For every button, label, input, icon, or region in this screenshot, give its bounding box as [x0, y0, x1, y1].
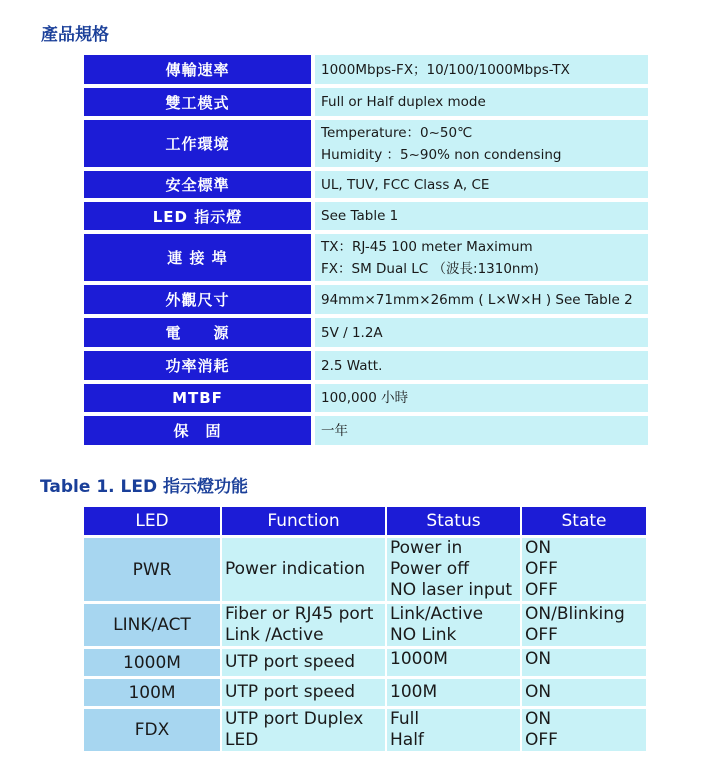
- led-status-line: NO Link: [390, 625, 457, 645]
- header-cell-function: Function: [222, 507, 385, 535]
- led-state: [522, 649, 646, 676]
- led-name: 1000M: [84, 649, 220, 676]
- spec-label: 功率消耗: [84, 351, 311, 380]
- led-status: [387, 679, 520, 706]
- spec-row-mtbf: [84, 384, 648, 412]
- led-function-line: Fiber or RJ45 port: [225, 604, 374, 624]
- spec-row-transfer-rate: [84, 55, 648, 84]
- led-row-pwr: [84, 538, 646, 601]
- spec-row-ports: [84, 234, 648, 281]
- led-function-line: LED: [225, 730, 259, 750]
- led-status: [387, 538, 520, 601]
- led-status-line: Half: [390, 730, 424, 750]
- spec-table: [84, 55, 648, 449]
- led-name: FDX: [84, 709, 220, 751]
- led-row-link-act: [84, 604, 646, 646]
- spec-value-line: TX：RJ-45 100 meter Maximum: [321, 238, 533, 255]
- spec-value: [315, 171, 648, 198]
- spec-value-line: Full or Half duplex mode: [321, 94, 486, 110]
- led-row-1000m: [84, 649, 646, 676]
- spec-label: 電 源: [84, 318, 311, 347]
- led-state-line: OFF: [525, 559, 558, 579]
- led-name: 100M: [84, 679, 220, 706]
- led-row-fdx: [84, 709, 646, 751]
- spec-label: 安全標準: [84, 171, 311, 198]
- led-status-line: Power in: [390, 538, 463, 558]
- spec-value: [315, 384, 648, 412]
- led-function-line: UTP port speed: [225, 652, 356, 672]
- spec-value-line: UL, TUV, FCC Class A, CE: [321, 176, 490, 193]
- spec-label: 連 接 埠: [84, 234, 311, 281]
- spec-label: 外觀尺寸: [84, 285, 311, 314]
- led-name: PWR: [84, 538, 220, 601]
- led-function: [222, 709, 385, 751]
- led-table-title: Table 1. LED 指示燈功能: [40, 477, 249, 497]
- led-table: [84, 507, 646, 751]
- spec-value-line: Temperature：0~50℃: [321, 124, 473, 141]
- spec-value: [315, 55, 648, 84]
- led-state: [522, 709, 646, 751]
- led-function-line: UTP port Duplex: [225, 709, 364, 729]
- header-cell-led: LED: [84, 507, 220, 535]
- led-state-line: ON: [525, 682, 552, 702]
- header-cell-status: Status: [387, 507, 520, 535]
- led-status: [387, 709, 520, 751]
- spec-value-line: 5V / 1.2A: [321, 324, 383, 341]
- led-function: [222, 679, 385, 706]
- led-state-line: OFF: [525, 730, 558, 750]
- spec-value: [315, 416, 648, 445]
- led-row-100m: [84, 679, 646, 706]
- spec-value-line: 1000Mbps-FX；10/100/1000Mbps-TX: [321, 61, 570, 78]
- spec-value: [315, 120, 648, 167]
- led-status-line: Full: [390, 709, 420, 729]
- led-function-line: Link /Active: [225, 625, 324, 645]
- led-state-line: ON/Blinking: [525, 604, 625, 624]
- spec-row-led: [84, 202, 648, 230]
- spec-row-power: [84, 318, 648, 347]
- led-function: [222, 649, 385, 676]
- spec-value: [315, 202, 648, 230]
- led-function: [222, 538, 385, 601]
- spec-value: [315, 318, 648, 347]
- spec-value-line: 100,000 小時: [321, 390, 409, 406]
- spec-value: [315, 285, 648, 314]
- spec-section-title: 產品規格: [41, 25, 109, 45]
- header-cell-state: State: [522, 507, 646, 535]
- led-status-line: NO laser input: [390, 580, 513, 600]
- led-status-line: Power off: [390, 559, 469, 579]
- spec-value-line: 2.5 Watt.: [321, 357, 383, 374]
- spec-label: LED 指示燈: [84, 202, 311, 230]
- spec-value: [315, 351, 648, 380]
- led-state: [522, 538, 646, 601]
- spec-label: 雙工模式: [84, 88, 311, 116]
- spec-value-line: Humidity ：5~90% non condensing: [321, 146, 562, 163]
- spec-value: [315, 88, 648, 116]
- led-state-line: ON: [525, 649, 552, 669]
- spec-value-line: See Table 1: [321, 208, 399, 224]
- led-status-line: Link/Active: [390, 604, 484, 624]
- spec-value: [315, 234, 648, 281]
- spec-value-line: 94mm×71mm×26mm ( L×W×H ) See Table 2: [321, 291, 633, 308]
- led-function: [222, 604, 385, 646]
- spec-label: 傳輸速率: [84, 55, 311, 84]
- led-table-header: [84, 507, 646, 535]
- spec-value-line: 一年: [321, 422, 348, 439]
- led-status-line: 100M: [390, 682, 438, 702]
- led-state: [522, 604, 646, 646]
- led-state-line: OFF: [525, 625, 558, 645]
- led-status: [387, 604, 520, 646]
- spec-row-duplex: [84, 88, 648, 116]
- led-name: LINK/ACT: [84, 604, 220, 646]
- spec-label: 工作環境: [84, 120, 311, 167]
- spec-value-line: FX：SM Dual LC （波長:1310nm): [321, 260, 539, 277]
- led-function-line: Power indication: [225, 559, 366, 579]
- spec-row-warranty: [84, 416, 648, 445]
- led-state-line: ON: [525, 538, 552, 558]
- led-state-line: OFF: [525, 580, 558, 600]
- led-state: [522, 679, 646, 706]
- led-function-line: UTP port speed: [225, 682, 356, 702]
- spec-row-consumption: [84, 351, 648, 380]
- led-status: [387, 649, 520, 676]
- spec-label: MTBF: [84, 384, 311, 412]
- spec-label: 保 固: [84, 416, 311, 445]
- led-status-line: 1000M: [390, 649, 448, 669]
- spec-row-dimensions: [84, 285, 648, 314]
- led-state-line: ON: [525, 709, 552, 729]
- spec-row-environment: [84, 120, 648, 167]
- spec-row-safety: [84, 171, 648, 198]
